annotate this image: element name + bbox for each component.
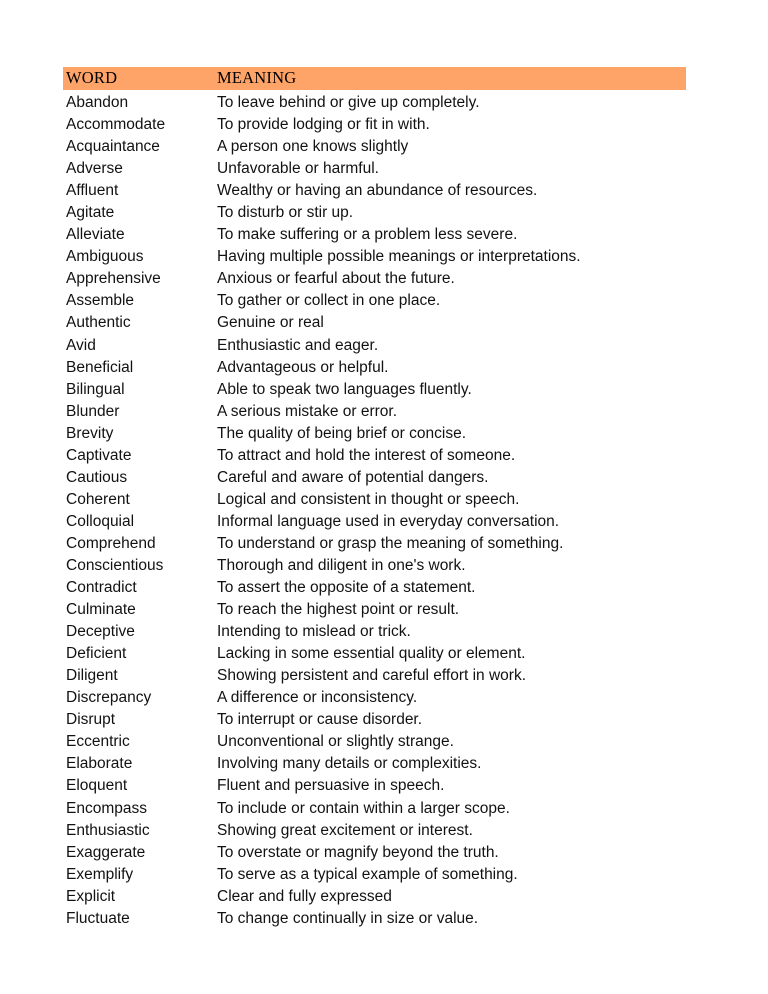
cell-meaning: To disturb or stir up.: [217, 204, 354, 222]
cell-word: Discrepancy: [66, 689, 152, 707]
column-header-word: WORD: [66, 68, 118, 88]
column-header-meaning: MEANING: [217, 68, 297, 88]
cell-word: Blunder: [66, 402, 120, 420]
table-row: [63, 246, 686, 268]
cell-meaning: To include or contain within a larger scope.: [217, 799, 510, 817]
table-row: [63, 180, 686, 202]
cell-word: Assemble: [66, 292, 135, 310]
table-row: [63, 621, 686, 643]
cell-word: Affluent: [66, 182, 119, 200]
cell-word: Exemplify: [66, 865, 134, 883]
cell-meaning: Enthusiastic and eager.: [217, 336, 379, 354]
table-row: [63, 753, 686, 775]
table-row: [63, 599, 686, 621]
cell-word: Apprehensive: [66, 270, 161, 288]
cell-meaning: Genuine or real: [217, 314, 324, 332]
cell-word: Beneficial: [66, 358, 134, 376]
table-row: [63, 798, 686, 820]
cell-word: Enthusiastic: [66, 821, 150, 839]
cell-word: Comprehend: [66, 534, 156, 552]
cell-word: Fluctuate: [66, 909, 130, 927]
cell-meaning: Unconventional or slightly strange.: [217, 733, 454, 751]
cell-meaning: Logical and consistent in thought or speech.: [217, 490, 520, 508]
cell-meaning: To change continually in size or value.: [217, 909, 479, 927]
table-row: [63, 731, 686, 753]
cell-meaning: To serve as a typical example of something.: [217, 865, 518, 883]
cell-meaning: A person one knows slightly: [217, 138, 409, 156]
cell-word: Ambiguous: [66, 248, 144, 266]
cell-word: Encompass: [66, 799, 147, 817]
cell-word: Accommodate: [66, 116, 166, 134]
table-row: [63, 864, 686, 886]
table-row: [63, 489, 686, 511]
table-body: [63, 92, 686, 930]
cell-word: Adverse: [66, 160, 123, 178]
cell-meaning: A difference or inconsistency.: [217, 689, 418, 707]
cell-word: Culminate: [66, 601, 136, 619]
cell-meaning: Advantageous or helpful.: [217, 358, 389, 376]
cell-word: Conscientious: [66, 556, 164, 574]
table-row: [63, 467, 686, 489]
cell-word: Deficient: [66, 645, 127, 663]
cell-meaning: Showing persistent and careful effort in work.: [217, 667, 527, 685]
cell-meaning: Intending to mislead or trick.: [217, 623, 411, 641]
cell-word: Bilingual: [66, 380, 125, 398]
table-row: [63, 820, 686, 842]
cell-word: Disrupt: [66, 711, 116, 729]
table-row: [63, 312, 686, 334]
cell-word: Diligent: [66, 667, 118, 685]
cell-word: Agitate: [66, 204, 115, 222]
cell-meaning: Anxious or fearful about the future.: [217, 270, 455, 288]
cell-word: Avid: [66, 336, 96, 354]
cell-meaning: To make suffering or a problem less severe.: [217, 226, 518, 244]
table-row: [63, 158, 686, 180]
table-row: [63, 92, 686, 114]
cell-word: Exaggerate: [66, 843, 146, 861]
table-row: [63, 290, 686, 312]
table-row: [63, 511, 686, 533]
cell-meaning: To provide lodging or fit in with.: [217, 116, 430, 134]
cell-word: Acquaintance: [66, 138, 160, 156]
cell-meaning: Showing great excitement or interest.: [217, 821, 473, 839]
table-row: [63, 357, 686, 379]
cell-meaning: To assert the opposite of a statement.: [217, 579, 476, 597]
table-row: [63, 775, 686, 797]
table-row: [63, 136, 686, 158]
cell-meaning: To reach the highest point or result.: [217, 601, 460, 619]
cell-meaning: Lacking in some essential quality or element.: [217, 645, 526, 663]
cell-meaning: Thorough and diligent in one's work.: [217, 556, 466, 574]
table-row: [63, 202, 686, 224]
cell-meaning: Informal language used in everyday conversation.: [217, 512, 560, 530]
table-row: [63, 533, 686, 555]
table-row: [63, 555, 686, 577]
cell-meaning: Able to speak two languages fluently.: [217, 380, 472, 398]
cell-word: Cautious: [66, 468, 128, 486]
cell-meaning: To interrupt or cause disorder.: [217, 711, 423, 729]
cell-meaning: To leave behind or give up completely.: [217, 94, 480, 111]
cell-meaning: Fluent and persuasive in speech.: [217, 777, 445, 795]
table-row: [63, 908, 686, 930]
table-row: [63, 401, 686, 423]
cell-meaning: Having multiple possible meanings or interpretations.: [217, 248, 581, 266]
table-row: [63, 268, 686, 290]
cell-word: Authentic: [66, 314, 131, 332]
vocabulary-table: [63, 67, 686, 930]
cell-word: Deceptive: [66, 623, 135, 641]
cell-meaning: To gather or collect in one place.: [217, 292, 441, 310]
table-row: [63, 224, 686, 246]
table-row: [63, 335, 686, 357]
cell-meaning: To understand or grasp the meaning of something.: [217, 534, 564, 552]
table-row: [63, 423, 686, 445]
cell-word: Captivate: [66, 446, 132, 464]
cell-meaning: Careful and aware of potential dangers.: [217, 468, 489, 486]
cell-word: Eccentric: [66, 733, 130, 751]
cell-word: Abandon: [66, 94, 129, 111]
cell-meaning: Involving many details or complexities.: [217, 755, 482, 773]
cell-word: Coherent: [66, 490, 130, 508]
table-row: [63, 665, 686, 687]
table-row: [63, 886, 686, 908]
table-row: [63, 709, 686, 731]
cell-meaning: Wealthy or having an abundance of resources.: [217, 182, 538, 200]
cell-meaning: Clear and fully expressed: [217, 887, 392, 905]
table-row: [63, 687, 686, 709]
table-row: [63, 114, 686, 136]
table-row: [63, 445, 686, 467]
cell-word: Contradict: [66, 579, 137, 597]
table-row: [63, 379, 686, 401]
cell-meaning: To overstate or magnify beyond the truth.: [217, 843, 499, 861]
cell-word: Alleviate: [66, 226, 125, 244]
table-header-row: [63, 67, 686, 90]
cell-word: Explicit: [66, 887, 116, 905]
table-row: [63, 643, 686, 665]
cell-word: Colloquial: [66, 512, 135, 530]
cell-meaning: To attract and hold the interest of someone.: [217, 446, 516, 464]
cell-meaning: The quality of being brief or concise.: [217, 424, 466, 442]
table-row: [63, 577, 686, 599]
cell-meaning: A serious mistake or error.: [217, 402, 398, 420]
cell-word: Elaborate: [66, 755, 133, 773]
cell-meaning: Unfavorable or harmful.: [217, 160, 379, 178]
table-row: [63, 842, 686, 864]
cell-word: Eloquent: [66, 777, 128, 795]
cell-word: Brevity: [66, 424, 114, 442]
